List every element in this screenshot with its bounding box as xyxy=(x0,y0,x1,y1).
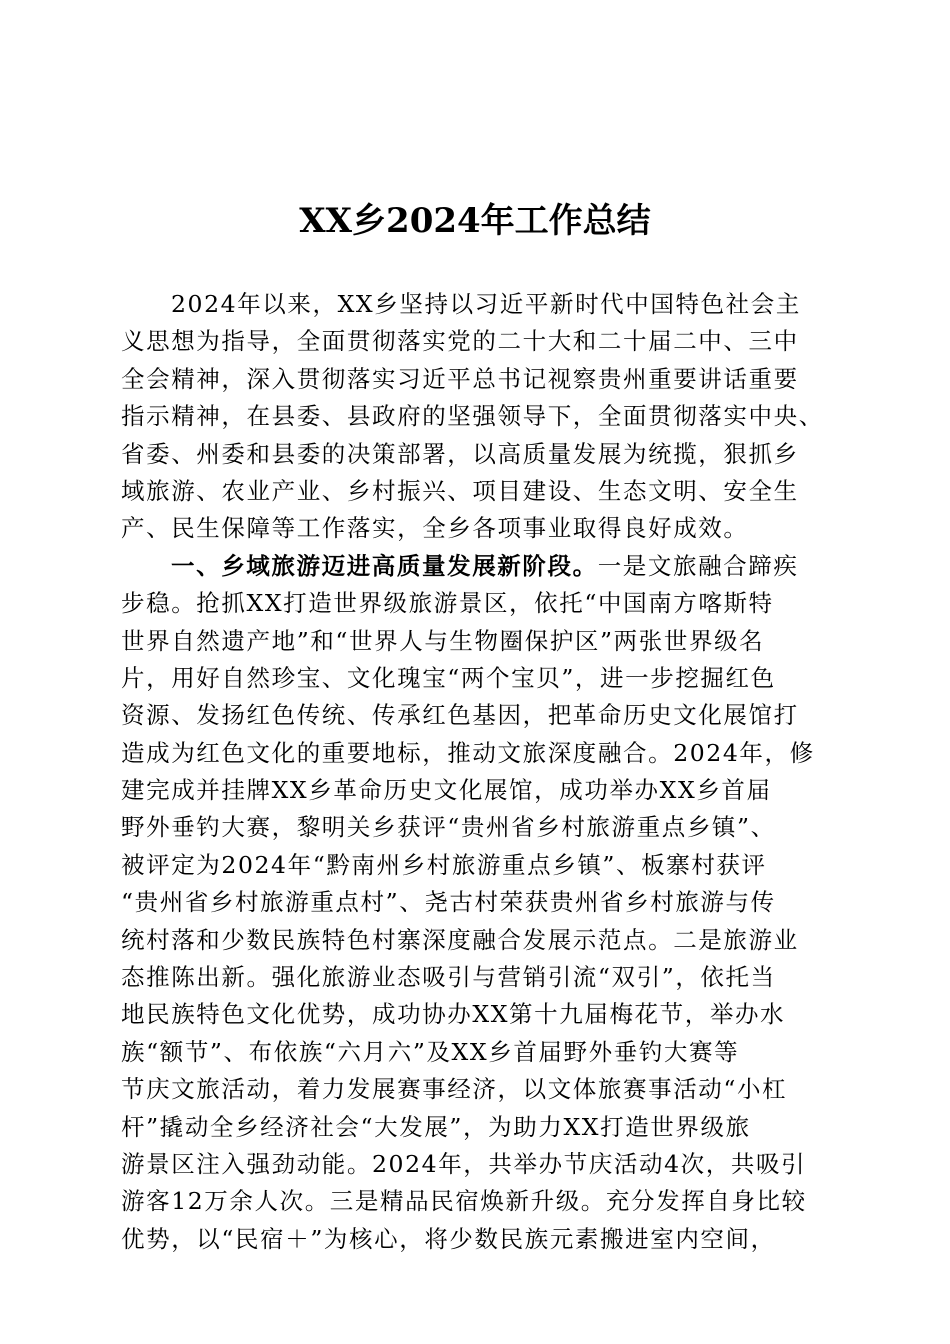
paragraph-line: 2024年以来，XX乡坚持以习近平新时代中国特色社会主 xyxy=(171,290,801,318)
paragraph-line: “贵州省乡村旅游重点村”、尧古村荣获贵州省乡村旅游与传 xyxy=(121,888,776,917)
paragraph-line: 片，用好自然珍宝、文化瑰宝“两个宝贝”，进一步挖掘红色 xyxy=(121,663,776,692)
paragraph-line: 游景区注入强劲动能。2024年，共举办节庆活动4次，共吸引 xyxy=(121,1149,807,1178)
paragraph-line: 族“额节”、布依族“六月六”及XX乡首届野外垂钓大赛等 xyxy=(121,1037,740,1066)
paragraph-line: 域旅游、农业产业、乡村振兴、项目建设、生态文明、安全生 xyxy=(121,476,799,505)
paragraph-line: 统村落和少数民族特色村寨深度融合发展示范点。二是旅游业 xyxy=(121,925,799,954)
paragraph-line: 游客12万余人次。三是精品民宿焕新升级。充分发挥自身比较 xyxy=(121,1187,807,1216)
paragraph-line: 世界自然遗产地”和“世界人与生物圈保护区”两张世界级名 xyxy=(121,626,765,655)
paragraph-line: 产、民生保障等工作落实，全乡各项事业取得良好成效。 xyxy=(121,514,749,543)
paragraph-line: 杆”撬动全乡经济社会“大发展”，为助力XX打造世界级旅 xyxy=(121,1112,751,1141)
paragraph-line: 态推陈出新。强化旅游业态吸引与营销引流“双引”，依托当 xyxy=(121,963,776,992)
paragraph-line: 建完成并挂牌XX乡革命历史文化展馆，成功举办XX乡首届 xyxy=(121,776,772,805)
document-title: XX乡2024年工作总结 xyxy=(299,201,651,241)
paragraph-line-rest: 一是文旅融合蹄疾 xyxy=(597,551,799,580)
paragraph-line: 优势，以“民宿＋”为核心，将少数民族元素搬进室内空间， xyxy=(121,1224,776,1253)
paragraph-line: 被评定为2024年“黔南州乡村旅游重点乡镇”、板寨村获评 xyxy=(121,850,767,879)
paragraph-line: 地民族特色文化优势，成功协办XX第十九届梅花节，举办水 xyxy=(121,1000,786,1029)
section-heading: 一、乡域旅游迈进高质量发展新阶段。 xyxy=(171,551,598,580)
paragraph-line: 野外垂钓大赛，黎明关乡获评“贵州省乡村旅游重点乡镇”、 xyxy=(121,813,776,842)
paragraph-line: 节庆文旅活动，着力发展赛事经济，以文体旅赛事活动“小杠 xyxy=(121,1075,788,1104)
paragraph-line: 造成为红色文化的重要地标，推动文旅深度融合。2024年，修 xyxy=(121,738,815,767)
paragraph-line: 省委、州委和县委的决策部署，以高质量发展为统揽，狠抓乡 xyxy=(121,439,799,468)
paragraph-line: 指示精神，在县委、县政府的坚强领导下，全面贯彻落实中央、 xyxy=(121,402,824,431)
paragraph-line: 义思想为指导，全面贯彻落实党的二十大和二十届二中、三中 xyxy=(121,327,799,356)
section-heading-line xyxy=(121,548,833,585)
document-body xyxy=(121,286,833,1258)
paragraph-line: 步稳。抢抓XX打造世界级旅游景区，依托“中国南方喀斯特 xyxy=(121,589,774,618)
paragraph-line: 资源、发扬红色传统、传承红色基因，把革命历史文化展馆打 xyxy=(121,701,799,730)
paragraph-line: 全会精神，深入贯彻落实习近平总书记视察贵州重要讲话重要 xyxy=(121,364,799,393)
